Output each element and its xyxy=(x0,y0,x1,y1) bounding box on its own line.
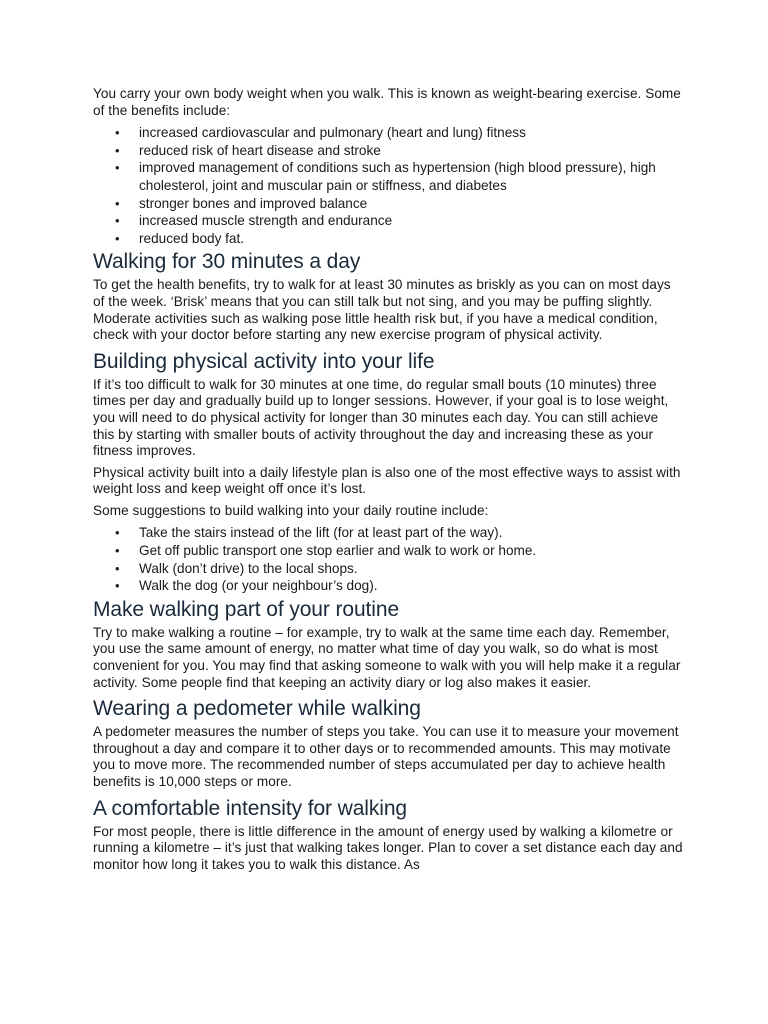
bullet-icon: • xyxy=(115,578,120,594)
benefits-list xyxy=(93,124,683,247)
list-item xyxy=(93,195,683,213)
section-paragraph: A pedometer measures the number of steps you take. You can use it to measure your movement throughout a day and compare it to other days or to recommended amounts. This may motivate you to move more. The recommended number of steps accumulated per day to achieve health benefits is 10,000 steps or more. xyxy=(93,724,679,789)
section-heading: Make walking part of your routine xyxy=(93,597,400,621)
list-item-text: Take the stairs instead of the lift (for at least part of the way). xyxy=(139,525,503,541)
bullet-icon: • xyxy=(115,560,120,576)
list-item-text: reduced body fat. xyxy=(139,230,245,246)
list-item-text: improved management of conditions such as hypertension (high blood pressure), high cholesterol, joint and muscular pain or stiffness, and diabetes xyxy=(139,160,656,193)
bullet-icon: • xyxy=(115,125,120,141)
section-heading: Building physical activity into your life xyxy=(93,349,435,373)
document-page xyxy=(93,86,683,878)
list-item-text: Walk the dog (or your neighbour’s dog). xyxy=(139,578,378,594)
section-paragraph: To get the health benefits, try to walk for at least 30 minutes as briskly as you can on most days of the week. ‘Brisk’ means that you can still talk but not sing, and you may be puffing slightly. Moderate activities such as walking pose little health risk but, if you have a medical condition, check with your doctor before starting any new exercise program of physical activity. xyxy=(93,277,671,343)
section-paragraph: For most people, there is little difference in the amount of energy used by walking a kilometre or running a kilometre – it’s just that walking takes longer. Plan to cover a set distance each day and monitor how long it takes you to walk this distance. As xyxy=(93,823,683,872)
list-item-text: Walk (don’t drive) to the local shops. xyxy=(139,560,358,576)
section-paragraph: Physical activity built into a daily lifestyle plan is also one of the most effective ways to assist with weight loss and keep weight off once it’s lost. xyxy=(93,464,681,497)
bullet-icon: • xyxy=(115,160,120,176)
list-item-text: stronger bones and improved balance xyxy=(139,195,368,211)
list-item-text: increased cardiovascular and pulmonary (heart and lung) fitness xyxy=(139,125,526,141)
list-item xyxy=(93,524,683,542)
bullet-icon: • xyxy=(115,543,120,559)
section-paragraph: Some suggestions to build walking into your daily routine include: xyxy=(93,502,489,518)
bullet-icon: • xyxy=(115,213,120,229)
bullet-icon: • xyxy=(115,142,120,158)
bullet-icon: • xyxy=(115,195,120,211)
bullet-icon: • xyxy=(115,525,120,541)
list-item xyxy=(93,124,683,142)
section-heading: Wearing a pedometer while walking xyxy=(93,697,421,721)
list-item-text: reduced risk of heart disease and stroke xyxy=(139,142,381,158)
section-heading: A comfortable intensity for walking xyxy=(93,796,407,820)
list-item-text: increased muscle strength and endurance xyxy=(139,213,393,229)
bullet-icon: • xyxy=(115,230,120,246)
list-item xyxy=(93,230,683,248)
intro-paragraph: You carry your own body weight when you walk. This is known as weight-bearing exercise. Some of the benefits include: xyxy=(93,86,681,118)
list-item xyxy=(93,577,683,595)
list-item xyxy=(93,142,683,160)
list-item xyxy=(93,159,683,194)
list-item xyxy=(93,212,683,230)
section-heading: Walking for 30 minutes a day xyxy=(93,250,361,274)
list-item-text: Get off public transport one stop earlier and walk to work or home. xyxy=(139,543,537,559)
section-paragraph: If it’s too difficult to walk for 30 minutes at one time, do regular small bouts (10 minutes) three times per day and gradually build up to longer sessions. However, if your goal is to lose weight, you will need to do physical activity for longer than 30 minutes each day. You can still achieve this by starting with smaller bouts of activity throughout the day and increasing these as your fitness improves. xyxy=(93,376,669,459)
suggestions-list xyxy=(93,524,683,594)
section-paragraph: Try to make walking a routine – for example, try to walk at the same time each day. Remember, you use the same amount of energy, no matter what time of day you walk, so do what is most convenient for you. You may find that asking someone to walk with you will help make it a regular activity. Some people find that keeping an activity diary or log also makes it easier. xyxy=(93,624,681,690)
list-item xyxy=(93,560,683,578)
list-item xyxy=(93,542,683,560)
